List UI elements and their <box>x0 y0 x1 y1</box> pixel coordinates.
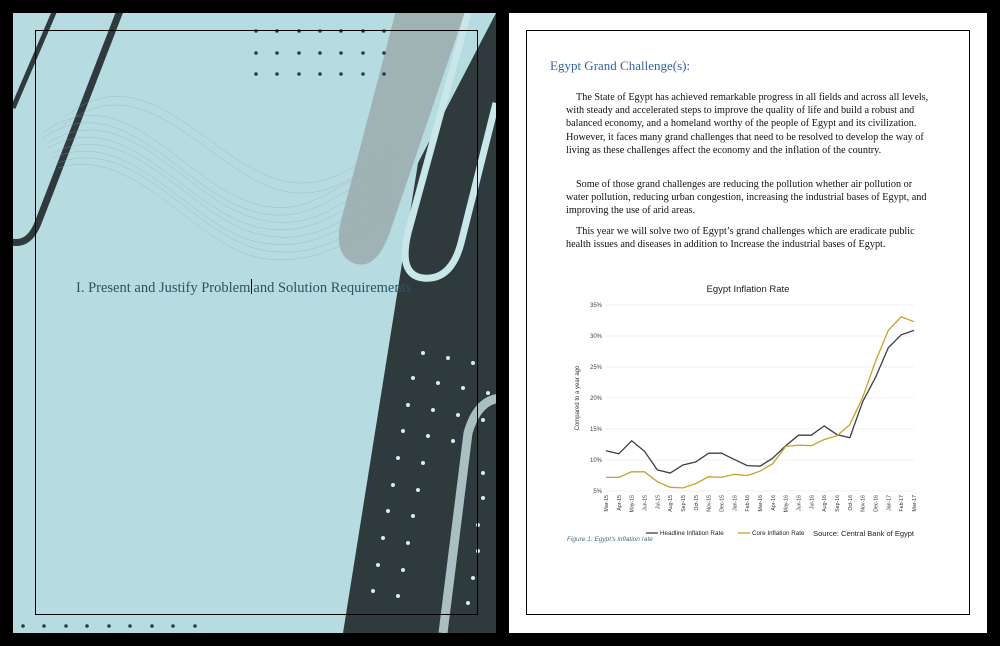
dot-row-bottom <box>21 624 197 628</box>
x-tick-label: Aug-15 <box>668 495 675 512</box>
legend-label: Core Inflation Rate <box>752 530 805 537</box>
x-tick-label: Mar-15 <box>604 495 610 512</box>
content-page <box>509 13 987 633</box>
x-tick-label: May-16 <box>783 495 790 513</box>
x-tick-label: Feb-16 <box>745 495 752 512</box>
page-title[interactable]: Egypt Grand Challenge(s): <box>550 58 691 73</box>
x-tick-label: Oct-15 <box>693 495 700 511</box>
y-tick-label: 25% <box>589 365 602 371</box>
y-axis-label: Compared to a year ago <box>575 365 581 431</box>
paragraph-1[interactable]: The State of Egypt has achieved remarkable progress in all fields and across all levels, with steady and accelerated steps to improve the quality of life and build a robust and balanced economy, and a homeland worthy of the people of Egypt and its civilization. However, it faces many grand challenges that need to be resolved to develop the way of living as these challenges affect the economy and the inflation of the country. <box>566 92 929 156</box>
x-tick-label: Mar-17 <box>912 495 918 512</box>
x-tick-label: Dec-16 <box>873 495 880 512</box>
cover-decoration <box>13 13 496 633</box>
y-tick-label: 20% <box>589 396 602 402</box>
x-tick-label: Jun-16 <box>796 495 803 511</box>
chart-title: Egypt Inflation Rate <box>706 284 790 295</box>
x-tick-label: Jul-16 <box>809 495 816 510</box>
x-tick-label: Jul-15 <box>655 495 662 510</box>
x-tick-label: May-15 <box>629 495 636 513</box>
x-tick-label: Apr-15 <box>616 495 623 511</box>
x-tick-label: Dec-15 <box>719 495 726 512</box>
x-tick-label: Oct-16 <box>847 495 854 511</box>
dark-corner-stroke <box>13 13 58 108</box>
x-tick-label: Aug-16 <box>822 495 829 512</box>
y-tick-label: 5% <box>593 489 602 495</box>
series-line <box>606 330 914 473</box>
figure-caption: Figure 1: Egypt’s inflation rate <box>567 536 653 543</box>
x-tick-label: Sep-15 <box>681 495 687 512</box>
source-note: Source: Central Bank of Egypt <box>813 529 914 538</box>
dark-diagonal-stroke <box>13 13 123 243</box>
cover-page <box>13 13 496 633</box>
x-tick-label: Mar-16 <box>758 495 764 512</box>
x-tick-label: Jan-16 <box>732 495 739 511</box>
x-tick-label: Feb-17 <box>899 495 906 512</box>
x-tick-label: Sep-16 <box>835 495 841 512</box>
heading-text-part2: and Solution Requirements <box>253 280 412 296</box>
legend-label: Headline Inflation Rate <box>660 530 724 537</box>
x-tick-label: Apr-16 <box>770 495 777 511</box>
y-tick-label: 15% <box>589 427 602 433</box>
x-tick-label: Nov-16 <box>860 495 867 512</box>
paragraph-2[interactable]: Some of those grand challenges are reducing the pollution whether air pollution or water pollution, reducing urban congestion, increasing the industrial bases of Egypt, and improving the use of arid areas. <box>566 179 927 217</box>
dot-grid-top <box>254 29 386 76</box>
inflation-chart <box>509 293 987 553</box>
y-tick-label: 10% <box>589 458 602 464</box>
heading-text-part1: I. Present and Justify Problem <box>76 280 251 296</box>
x-tick-label: Nov-15 <box>706 495 713 512</box>
y-tick-label: 30% <box>589 334 602 340</box>
x-tick-label: Jun-15 <box>642 495 649 511</box>
y-tick-label: 35% <box>589 303 602 309</box>
paragraph-3[interactable]: This year we will solve two of Egypt’s grand challenges which are eradicate public health issues and diseases in addition to Increase the industrial bases of Egypt. <box>566 226 915 251</box>
x-tick-label: Jan-17 <box>886 495 893 511</box>
section-heading[interactable] <box>76 279 411 297</box>
